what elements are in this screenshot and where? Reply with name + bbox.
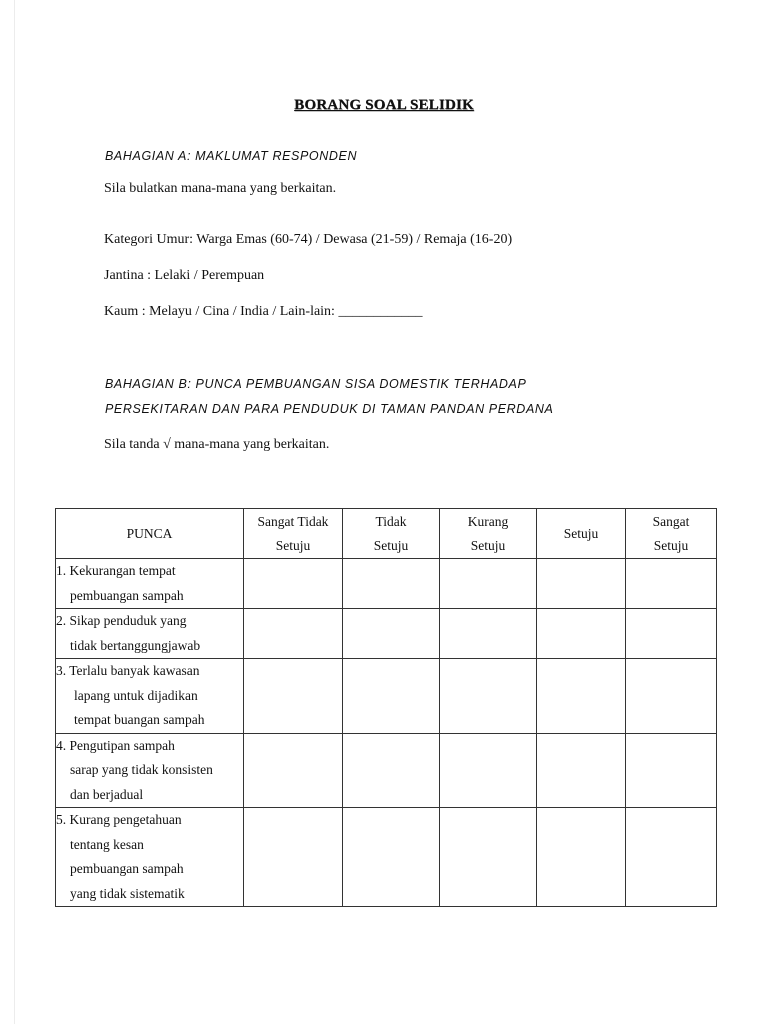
answer-cell-setuju[interactable] xyxy=(537,808,626,907)
row-text: 5. Kurang pengetahuan xyxy=(56,812,182,827)
header-label: Setuju xyxy=(653,537,689,553)
answer-cell-setuju[interactable] xyxy=(537,559,626,609)
header-label: Kurang xyxy=(467,513,509,529)
header-punca: PUNCA xyxy=(56,509,244,559)
header-sangat-setuju xyxy=(626,509,717,559)
gender-line: Jantina : Lelaki / Perempuan xyxy=(104,268,265,283)
answer-cell-tidak-setuju[interactable] xyxy=(343,559,440,609)
answer-cell-setuju[interactable] xyxy=(537,609,626,659)
table-row xyxy=(56,659,717,734)
answer-cell-kurang-setuju[interactable] xyxy=(440,559,537,609)
row-text: 3. Terlalu banyak kawasan xyxy=(56,663,200,678)
race-line: Kaum : Melayu / Cina / India / Lain-lain: ____________ xyxy=(104,304,423,319)
answer-cell-sangat-tidak-setuju[interactable] xyxy=(244,733,343,808)
row-text: tidak bertanggungjawab xyxy=(70,637,201,653)
row-3-punca xyxy=(56,659,244,734)
section-b-heading-line2: PERSEKITARAN DAN PARA PENDUDUK DI TAMAN PANDAN PERDANA xyxy=(105,402,554,416)
answer-cell-sangat-tidak-setuju[interactable] xyxy=(244,659,343,734)
row-text: tempat buangan sampah xyxy=(74,712,205,727)
table-row xyxy=(56,733,717,808)
header-kurang-setuju xyxy=(440,509,537,559)
row-text: 4. Pengutipan sampah xyxy=(56,737,175,753)
document-title: BORANG SOAL SELIDIK xyxy=(294,97,474,113)
answer-cell-kurang-setuju[interactable] xyxy=(440,609,537,659)
row-5-punca xyxy=(56,808,244,907)
answer-cell-setuju[interactable] xyxy=(537,733,626,808)
row-text: yang tidak sistematik xyxy=(70,885,185,901)
answer-cell-tidak-setuju[interactable] xyxy=(343,659,440,734)
answer-cell-tidak-setuju[interactable] xyxy=(343,609,440,659)
answer-cell-sangat-setuju[interactable] xyxy=(626,659,717,734)
answer-cell-sangat-tidak-setuju[interactable] xyxy=(244,609,343,659)
answer-cell-kurang-setuju[interactable] xyxy=(440,659,537,734)
row-1-punca xyxy=(56,559,244,609)
age-category-line: Kategori Umur: Warga Emas (60-74) / Dewasa (21-59) / Remaja (16-20) xyxy=(104,232,513,247)
header-label: Sangat Tidak xyxy=(257,513,329,529)
answer-cell-sangat-setuju[interactable] xyxy=(626,609,717,659)
row-text: 2. Sikap penduduk yang xyxy=(56,613,187,628)
row-text: pembuangan sampah xyxy=(70,587,184,603)
header-sangat-tidak-setuju xyxy=(244,509,343,559)
page-edge-divider xyxy=(14,0,15,1024)
header-label: Setuju xyxy=(470,537,506,553)
answer-cell-setuju[interactable] xyxy=(537,659,626,734)
table-row xyxy=(56,559,717,609)
header-tidak-setuju xyxy=(343,509,440,559)
table-row xyxy=(56,808,717,907)
answer-cell-kurang-setuju[interactable] xyxy=(440,733,537,808)
answer-cell-tidak-setuju[interactable] xyxy=(343,808,440,907)
row-text: 1. Kekurangan tempat xyxy=(56,563,176,578)
row-text: tentang kesan xyxy=(70,836,144,852)
survey-table xyxy=(55,508,717,907)
answer-cell-sangat-setuju[interactable] xyxy=(626,733,717,808)
header-label: Setuju xyxy=(275,537,311,553)
row-text: sarap yang tidak konsisten xyxy=(70,762,213,777)
answer-cell-sangat-setuju[interactable] xyxy=(626,808,717,907)
answer-cell-tidak-setuju[interactable] xyxy=(343,733,440,808)
header-label: Setuju xyxy=(373,537,409,553)
answer-cell-sangat-tidak-setuju[interactable] xyxy=(244,559,343,609)
answer-cell-kurang-setuju[interactable] xyxy=(440,808,537,907)
answer-cell-sangat-setuju[interactable] xyxy=(626,559,717,609)
answer-cell-sangat-tidak-setuju[interactable] xyxy=(244,808,343,907)
row-text: pembuangan sampah xyxy=(70,861,184,876)
table-row xyxy=(56,609,717,659)
header-label: Tidak xyxy=(375,513,407,529)
row-4-punca xyxy=(56,733,244,808)
row-text: lapang untuk dijadikan xyxy=(74,687,198,703)
row-text: dan berjadual xyxy=(70,786,144,802)
table-header-row xyxy=(56,509,717,559)
row-2-punca xyxy=(56,609,244,659)
section-b-heading-line1: BAHAGIAN B: PUNCA PEMBUANGAN SISA DOMESTIK TERHADAP xyxy=(105,377,527,391)
header-setuju: Setuju xyxy=(537,509,626,559)
header-label: Sangat xyxy=(652,513,690,529)
section-a-heading: BAHAGIAN A: MAKLUMAT RESPONDEN xyxy=(105,149,358,163)
section-b-instruction: Sila tanda √ mana-mana yang berkaitan. xyxy=(104,437,330,452)
section-a-instruction: Sila bulatkan mana-mana yang berkaitan. xyxy=(104,181,337,196)
